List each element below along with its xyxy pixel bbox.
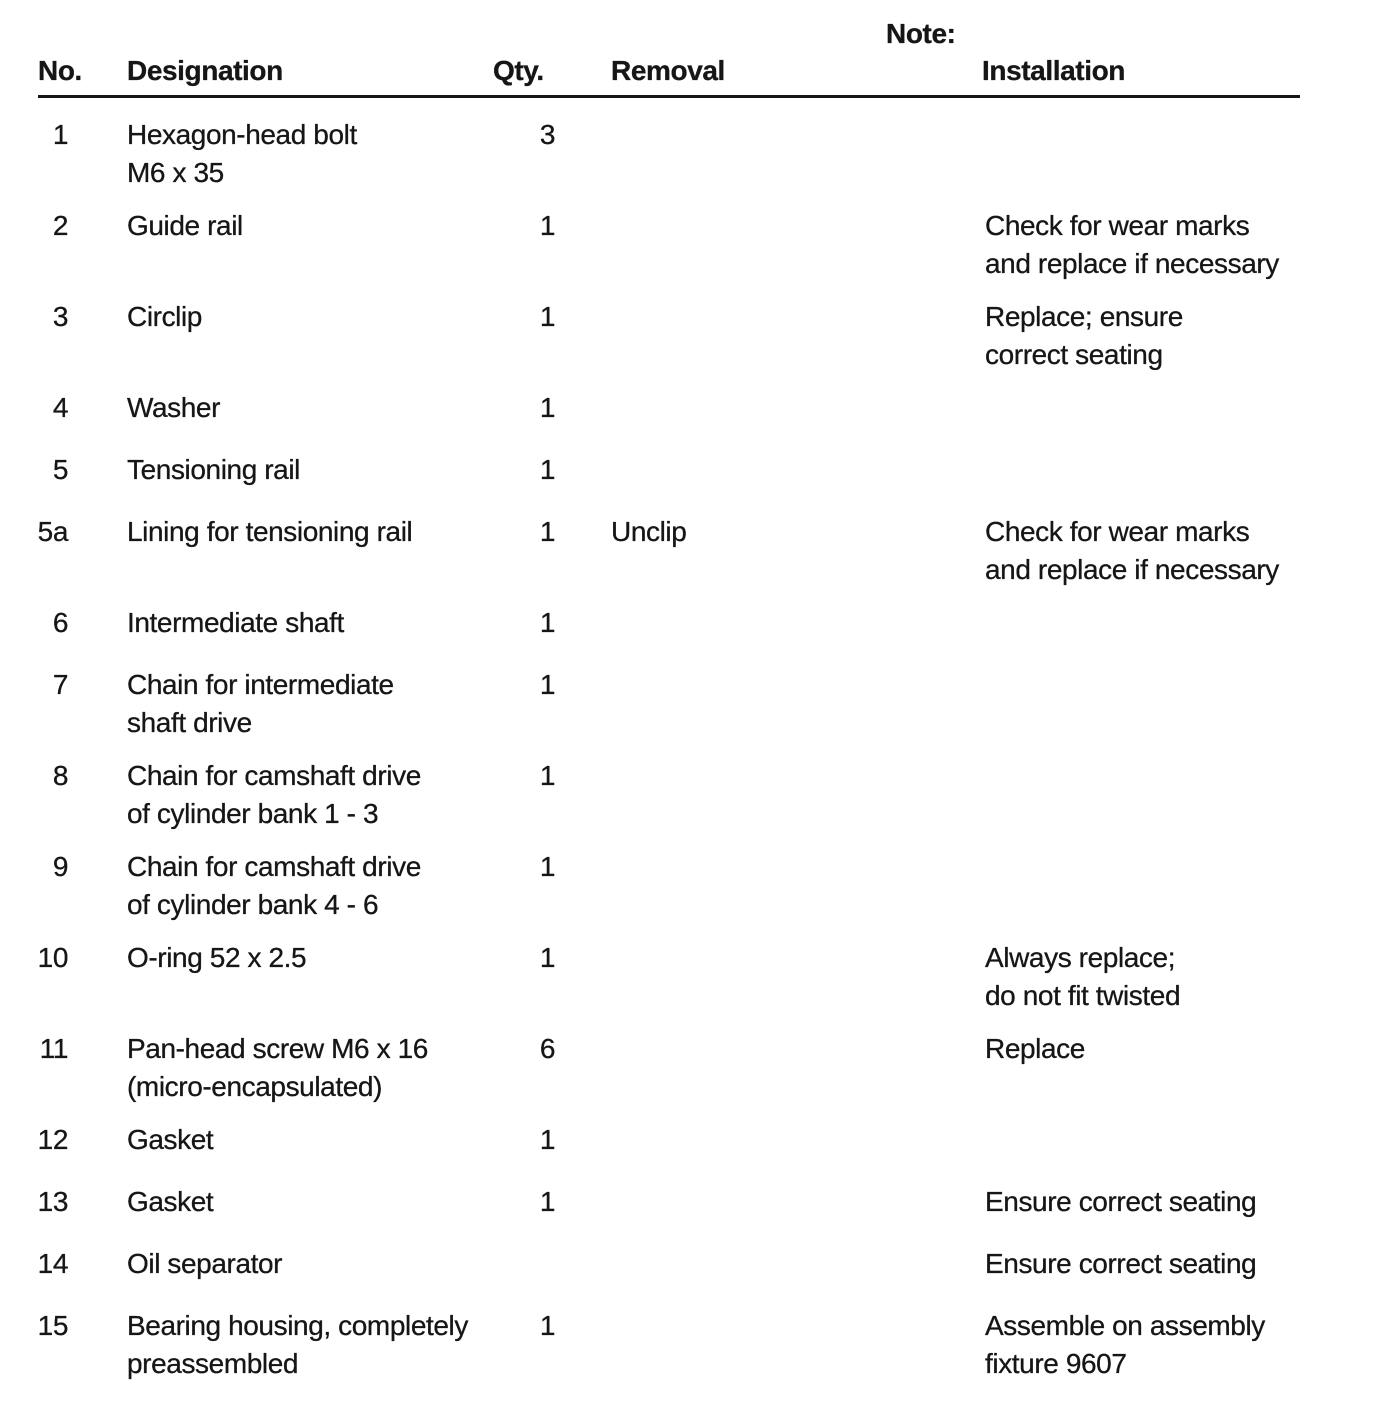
row-designation: [127, 939, 497, 977]
row-no: [0, 666, 68, 704]
table-row: [0, 1030, 1376, 1106]
row-qty: [497, 513, 555, 551]
row-designation: [127, 116, 497, 192]
row-qty: [497, 848, 555, 886]
row-no-line: 3: [52, 301, 68, 332]
row-no: [0, 513, 68, 551]
row-installation: [985, 1183, 1376, 1221]
row-installation: [985, 1030, 1376, 1068]
note-label: Note:: [886, 18, 956, 49]
row-no-line: 10: [37, 942, 68, 973]
table-row: [0, 1183, 1376, 1221]
row-qty: [497, 207, 555, 245]
row-designation-line: Chain for intermediate: [127, 669, 394, 700]
row-qty-line: 1: [539, 392, 555, 423]
header-rule: [38, 95, 1300, 98]
row-qty-line: 1: [539, 301, 555, 332]
row-qty: [497, 1307, 555, 1345]
row-no: [0, 1121, 68, 1159]
row-qty: [497, 389, 555, 427]
row-installation-line: and replace if necessary: [985, 554, 1279, 585]
table-row: [0, 757, 1376, 833]
column-header-no: No.: [38, 55, 82, 86]
row-qty-line: 1: [539, 210, 555, 241]
row-installation-line: correct seating: [985, 339, 1163, 370]
row-no: [0, 451, 68, 489]
row-no: [0, 116, 68, 154]
row-installation-line: Replace; ensure: [985, 301, 1183, 332]
row-qty-line: 1: [539, 1186, 555, 1217]
row-designation-line: Guide rail: [127, 210, 243, 241]
column-header-installation: Installation: [982, 55, 1125, 86]
row-no: [0, 207, 68, 245]
row-removal: [611, 513, 931, 551]
row-installation: [985, 939, 1376, 1015]
row-no: [0, 298, 68, 336]
table-row: [0, 604, 1376, 642]
table-row: [0, 848, 1376, 924]
row-designation: [127, 604, 497, 642]
row-designation: [127, 207, 497, 245]
row-qty-line: 1: [539, 669, 555, 700]
table-row: [0, 116, 1376, 192]
row-designation-line: Gasket: [127, 1124, 214, 1155]
row-installation-line: Assemble on assembly: [985, 1310, 1265, 1341]
row-no: [0, 389, 68, 427]
row-qty: [497, 1030, 555, 1068]
row-no: [0, 1030, 68, 1068]
row-installation-line: Ensure correct seating: [985, 1248, 1257, 1279]
row-designation-line: Gasket: [127, 1186, 214, 1217]
row-designation: [127, 666, 497, 742]
row-qty-line: 1: [539, 1310, 555, 1341]
row-designation-line: M6 x 35: [127, 157, 224, 188]
row-no-line: 6: [52, 607, 68, 638]
row-installation: [985, 1307, 1376, 1383]
row-no-line: 7: [52, 669, 68, 700]
row-qty: [497, 1121, 555, 1159]
row-qty: [497, 604, 555, 642]
row-qty: [497, 939, 555, 977]
row-designation-line: Intermediate shaft: [127, 607, 344, 638]
row-designation: [127, 451, 497, 489]
row-no-line: 14: [37, 1248, 68, 1279]
row-designation-line: Lining for tensioning rail: [127, 516, 413, 547]
row-designation-line: O-ring 52 x 2.5: [127, 942, 307, 973]
row-qty-line: 1: [539, 454, 555, 485]
row-no: [0, 1245, 68, 1283]
row-designation: [127, 757, 497, 833]
row-installation-line: fixture 9607: [985, 1348, 1127, 1379]
row-installation-line: Check for wear marks: [985, 516, 1250, 547]
row-installation-line: Ensure correct seating: [985, 1186, 1257, 1217]
row-qty-line: 1: [539, 942, 555, 973]
row-designation-line: Chain for camshaft drive: [127, 851, 421, 882]
table-header: [0, 0, 1376, 98]
row-installation-line: do not fit twisted: [985, 980, 1181, 1011]
row-designation-line: Hexagon-head bolt: [127, 119, 357, 150]
row-qty: [497, 666, 555, 704]
row-no-line: 5a: [37, 516, 68, 547]
row-designation: [127, 1030, 497, 1106]
row-qty: [497, 298, 555, 336]
row-qty-line: 1: [539, 1124, 555, 1155]
row-removal-line: Unclip: [611, 516, 687, 547]
row-installation-line: Always replace;: [985, 942, 1176, 973]
row-designation: [127, 1245, 497, 1283]
row-installation: [985, 1245, 1376, 1283]
row-designation-line: (micro-encapsulated): [127, 1071, 382, 1102]
row-designation-line: of cylinder bank 1 - 3: [127, 798, 379, 829]
row-no-line: 8: [52, 760, 68, 791]
table-row: [0, 1245, 1376, 1283]
row-designation-line: preassembled: [127, 1348, 299, 1379]
row-designation-line: Bearing housing, completely: [127, 1310, 468, 1341]
row-designation-line: Pan-head screw M6 x 16: [127, 1033, 428, 1064]
row-designation-line: of cylinder bank 4 - 6: [127, 889, 379, 920]
row-designation-line: shaft drive: [127, 707, 252, 738]
row-no: [0, 848, 68, 886]
row-no: [0, 1183, 68, 1221]
table-row: [0, 451, 1376, 489]
row-installation-line: Check for wear marks: [985, 210, 1250, 241]
row-no-line: 5: [52, 454, 68, 485]
column-header-removal: Removal: [611, 55, 725, 86]
row-designation: [127, 298, 497, 336]
row-no: [0, 939, 68, 977]
row-installation: [985, 513, 1376, 589]
row-installation-line: Replace: [985, 1033, 1085, 1064]
row-designation-line: Tensioning rail: [127, 454, 300, 485]
table-row: [0, 939, 1376, 1015]
row-installation: [985, 207, 1376, 283]
table-row: [0, 298, 1376, 374]
row-no-line: 13: [37, 1186, 68, 1217]
row-no: [0, 604, 68, 642]
row-designation: [127, 1307, 497, 1383]
row-no-line: 11: [39, 1033, 68, 1064]
row-designation: [127, 1121, 497, 1159]
table-row: [0, 1121, 1376, 1159]
row-designation: [127, 389, 497, 427]
row-qty-line: 1: [539, 516, 555, 547]
column-header-qty: Qty.: [493, 55, 544, 86]
column-header-designation: Designation: [127, 55, 283, 86]
row-installation-line: and replace if necessary: [985, 248, 1279, 279]
row-designation-line: Washer: [127, 392, 221, 423]
row-designation-line: Circlip: [127, 301, 202, 332]
row-designation: [127, 1183, 497, 1221]
row-no-line: 4: [52, 392, 68, 423]
row-qty-line: 6: [539, 1033, 555, 1064]
row-qty: [497, 757, 555, 795]
row-qty: [497, 1183, 555, 1221]
parts-table-body: [0, 116, 1376, 1383]
table-row: [0, 513, 1376, 589]
row-no: [0, 1307, 68, 1345]
row-designation: [127, 848, 497, 924]
row-qty-line: 1: [539, 851, 555, 882]
row-no: [0, 757, 68, 795]
row-designation-line: Chain for camshaft drive: [127, 760, 421, 791]
table-row: [0, 1307, 1376, 1383]
row-no-line: 2: [52, 210, 68, 241]
row-qty: [497, 116, 555, 154]
row-installation: [985, 298, 1376, 374]
row-designation-line: Oil separator: [127, 1248, 283, 1279]
row-no-line: 12: [37, 1124, 68, 1155]
row-no-line: 9: [52, 851, 68, 882]
table-row: [0, 666, 1376, 742]
row-no-line: 1: [52, 119, 68, 150]
row-no-line: 15: [37, 1310, 68, 1341]
table-row: [0, 389, 1376, 427]
row-qty: [497, 451, 555, 489]
table-row: [0, 207, 1376, 283]
row-qty-line: 3: [539, 119, 555, 150]
row-qty-line: 1: [539, 607, 555, 638]
row-designation: [127, 513, 497, 551]
row-qty-line: 1: [539, 760, 555, 791]
